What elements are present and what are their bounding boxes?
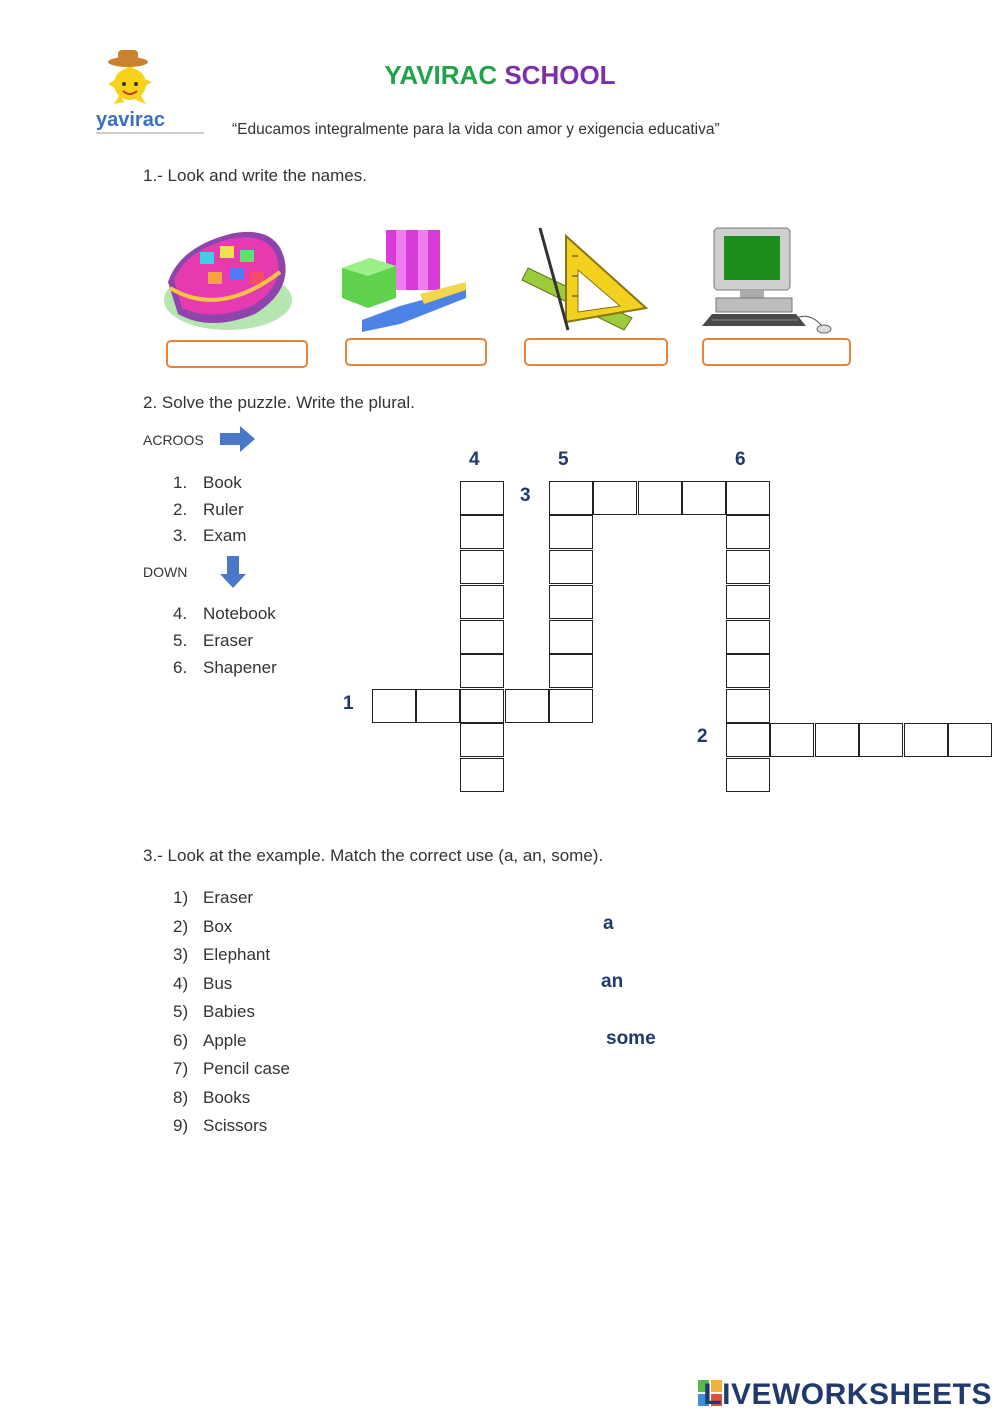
- crossword-cell[interactable]: [726, 723, 770, 757]
- crossword-cell[interactable]: [549, 654, 593, 688]
- crossword-cell[interactable]: [549, 515, 593, 549]
- logo-text: yavirac: [96, 109, 165, 131]
- crossword-cell[interactable]: [726, 654, 770, 688]
- list-item: 3) Elephant: [173, 945, 271, 964]
- list-item: 5) Babies: [173, 1002, 255, 1021]
- crossword-cell[interactable]: [460, 689, 504, 723]
- rulers-picture: [520, 226, 650, 334]
- crossword-cell[interactable]: [726, 689, 770, 723]
- match-option-an[interactable]: an: [601, 971, 624, 992]
- crossword-cell[interactable]: [549, 585, 593, 619]
- crossword-cell[interactable]: [460, 620, 504, 654]
- crossword-cell[interactable]: [859, 723, 903, 757]
- crossword-cell[interactable]: [638, 481, 682, 515]
- crossword-cell[interactable]: [726, 620, 770, 654]
- list-item: 3. Exam: [173, 526, 247, 545]
- crossword-cell[interactable]: [904, 723, 948, 757]
- answer-box-2[interactable]: [345, 338, 487, 366]
- list-item: 2. Ruler: [173, 499, 244, 519]
- list-item: 1) Eraser: [173, 888, 254, 907]
- pencil-case-picture: [160, 222, 295, 337]
- crossword-cell[interactable]: [549, 550, 593, 584]
- match-item-list: [173, 884, 290, 1141]
- crossword-cell[interactable]: [726, 481, 770, 515]
- computer-picture: [700, 226, 835, 336]
- crossword-cell[interactable]: [460, 758, 504, 792]
- arrow-down-icon: [220, 556, 246, 593]
- match-option-some[interactable]: some: [606, 1028, 656, 1049]
- list-item: 1. Book: [173, 473, 242, 492]
- list-item: 9) Scissors: [173, 1116, 268, 1135]
- list-item: 5. Eraser: [173, 631, 254, 650]
- erasers-picture: [340, 228, 470, 336]
- crossword-cell[interactable]: [549, 620, 593, 654]
- title-part1: YAVIRAC: [384, 60, 498, 90]
- crossword-cell[interactable]: [726, 585, 770, 619]
- arrow-right-icon: [220, 426, 256, 457]
- down-label: DOWN: [143, 564, 188, 580]
- list-item: 8) Books: [173, 1087, 251, 1107]
- footer-brand: LIVEWORKSHEETS: [703, 1378, 992, 1411]
- crossword-number-5: 5: [558, 449, 569, 470]
- across-clue-list: [173, 470, 246, 550]
- school-motto: “Educamos integralmente para la vida con amor y exigencia educativa”: [232, 121, 720, 138]
- crossword-number-1: 1: [343, 693, 354, 714]
- crossword-number-6: 6: [735, 449, 746, 470]
- match-option-a[interactable]: a: [603, 913, 614, 934]
- section1-instruction: 1.- Look and write the names.: [143, 166, 367, 185]
- crossword-cell[interactable]: [416, 689, 460, 723]
- crossword-cell[interactable]: [549, 481, 593, 515]
- answer-box-1[interactable]: [166, 340, 308, 368]
- crossword-cell[interactable]: [460, 585, 504, 619]
- crossword-cell[interactable]: [770, 723, 814, 757]
- down-clue-list: [173, 600, 277, 681]
- crossword-cell[interactable]: [726, 758, 770, 792]
- title-part2: SCHOOL: [504, 60, 616, 90]
- section3-instruction: 3.- Look at the example. Match the correct use (a, an, some).: [143, 846, 604, 865]
- crossword-cell[interactable]: [460, 550, 504, 584]
- answer-box-3[interactable]: [524, 338, 668, 366]
- crossword-cell[interactable]: [726, 550, 770, 584]
- list-item: 6. Shapener: [173, 658, 277, 677]
- crossword-number-2: 2: [697, 726, 708, 747]
- crossword-cell[interactable]: [593, 481, 637, 515]
- list-item: 6) Apple: [173, 1030, 247, 1050]
- crossword-cell[interactable]: [726, 515, 770, 549]
- section2-instruction: 2. Solve the puzzle. Write the plural.: [143, 393, 415, 412]
- crossword-cell[interactable]: [460, 515, 504, 549]
- list-item: 7) Pencil case: [173, 1059, 290, 1078]
- list-item: 4) Bus: [173, 973, 233, 993]
- crossword-cell[interactable]: [549, 689, 593, 723]
- crossword-cell[interactable]: [948, 723, 992, 757]
- answer-box-4[interactable]: [702, 338, 851, 366]
- crossword-cell[interactable]: [372, 689, 416, 723]
- crossword-number-3: 3: [520, 485, 531, 506]
- across-label: ACROOS: [143, 432, 204, 448]
- page-title: [0, 60, 1000, 91]
- crossword-cell[interactable]: [460, 481, 504, 515]
- crossword-cell[interactable]: [815, 723, 859, 757]
- crossword-cell[interactable]: [460, 654, 504, 688]
- crossword-cell[interactable]: [505, 689, 549, 723]
- crossword-cell[interactable]: [460, 723, 504, 757]
- crossword-cell[interactable]: [682, 481, 726, 515]
- list-item: 4. Notebook: [173, 604, 276, 623]
- list-item: 2) Box: [173, 916, 233, 936]
- crossword-number-4: 4: [469, 449, 480, 470]
